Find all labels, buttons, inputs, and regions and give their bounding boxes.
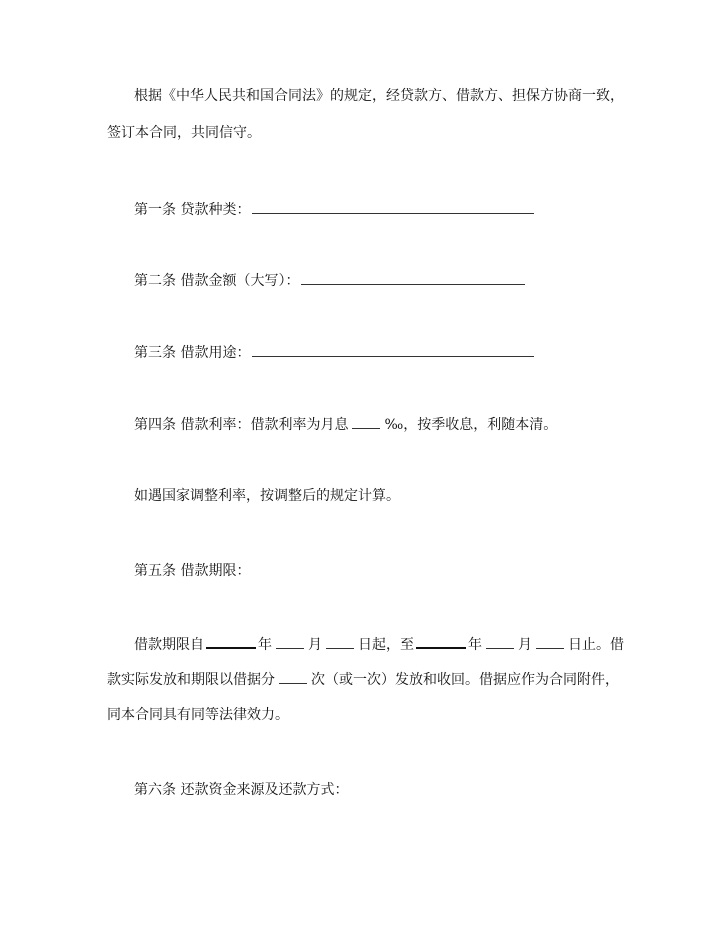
start-month-label: 月 — [308, 637, 322, 653]
article-3 — [134, 342, 534, 362]
term-from-label: 借款期限自 — [134, 637, 204, 653]
article-3-label: 第三条 借款用途： — [134, 345, 251, 361]
article-1 — [134, 199, 534, 219]
article-5-label: 第五条 借款期限： — [134, 563, 251, 579]
start-month-blank — [276, 634, 304, 649]
article-4-unit: ‰，按季收息，利随本清。 — [384, 417, 558, 433]
article-5-line-2 — [107, 669, 619, 689]
article-4 — [134, 414, 557, 434]
installments-text: 次（或一次）发放和收回。借据应作为合同附件， — [311, 672, 619, 688]
article-4-note: 如遇国家调整利率，按调整后的规定计算。 — [134, 488, 400, 504]
start-year-blank — [206, 633, 256, 649]
article-5-line-1 — [134, 633, 624, 654]
loan-purpose-blank — [252, 342, 534, 357]
end-year-label: 年 — [468, 637, 482, 653]
end-year-blank — [416, 633, 466, 649]
installments-blank — [279, 669, 307, 684]
end-month-blank — [486, 634, 514, 649]
article-2-label: 第二条 借款金额（大写）： — [134, 273, 300, 289]
start-day-label: 日起，至 — [358, 637, 414, 653]
article-1-label: 第一条 贷款种类： — [134, 202, 251, 218]
start-day-blank — [326, 634, 354, 649]
article-4-label: 第四条 借款利率：借款利率为月息 — [134, 417, 349, 433]
article-5-line-3: 同本合同具有同等法律效力。 — [107, 707, 289, 723]
article-2 — [134, 270, 525, 290]
intro-line-1: 根据《中华人民共和国合同法》的规定，经贷款方、借款方、担保方协商一致， — [134, 88, 624, 104]
loan-amount-blank — [301, 270, 525, 285]
end-day-blank — [536, 634, 564, 649]
installments-label: 款实际发放和期限以借据分 — [107, 672, 275, 688]
end-day-label: 日止。借 — [568, 637, 624, 653]
loan-type-blank — [252, 199, 534, 214]
end-month-label: 月 — [518, 637, 532, 653]
intro-line-2: 签订本合同，共同信守。 — [107, 125, 261, 141]
start-year-label: 年 — [258, 637, 272, 653]
interest-rate-blank — [352, 414, 380, 429]
article-6-label: 第六条 还款资金来源及还款方式： — [134, 782, 349, 798]
